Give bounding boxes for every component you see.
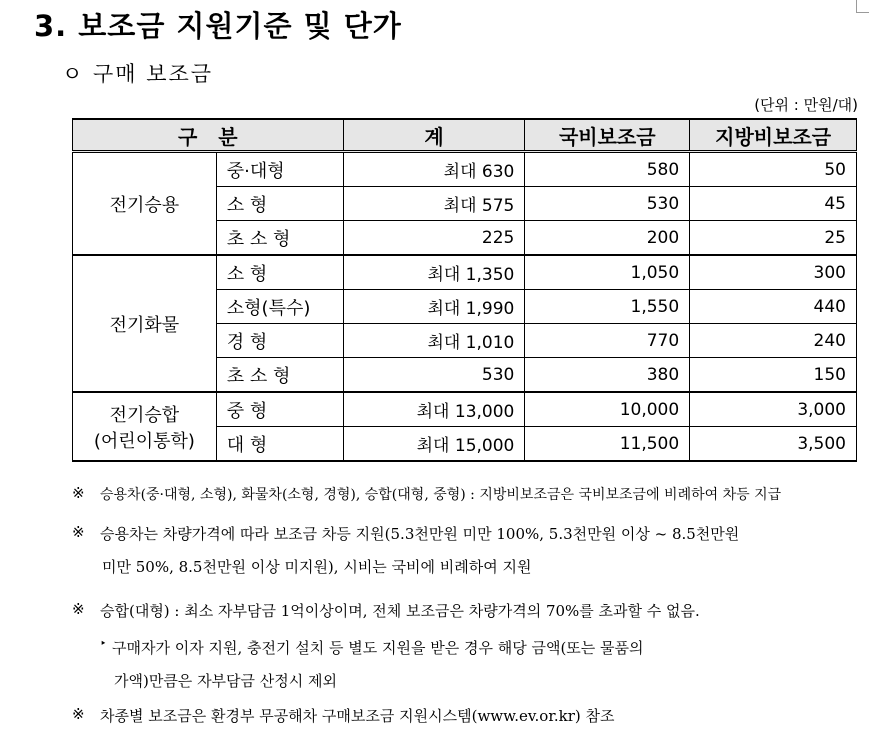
note-text: 승용차(중·대형, 소형), 화물차(소형, 경형), 승합(대형, 중형) : 지방비보조금은 국비보조금에 비례하여 차등 지급 <box>100 487 782 503</box>
note-text-continued: 가액)만큼은 자부담금 산정시 제외 <box>114 672 338 690</box>
triangle-bullet-icon: ‣ <box>100 637 107 650</box>
type-label: 소 형 <box>226 263 268 285</box>
type-cell <box>216 152 343 187</box>
national-cell: 10,000 <box>525 392 690 427</box>
local-cell: 150 <box>690 358 857 393</box>
table-row <box>73 152 857 187</box>
local-cell: 25 <box>690 221 857 256</box>
total-cell: 530 <box>343 358 525 393</box>
type-label: 소 형 <box>226 194 268 216</box>
header-national: 국비보조금 <box>525 119 690 152</box>
national-cell: 200 <box>525 221 690 256</box>
note-text: 차종별 보조금은 환경부 무공해차 구매보조금 지원시스템(www.ev.or.kr) 참조 <box>100 707 615 725</box>
type-cell <box>216 324 343 358</box>
subsidy-table <box>72 118 857 462</box>
local-cell: 300 <box>690 255 857 290</box>
note-text: 승합(대형) : 최소 자부담금 1억이상이며, 전체 보조금은 차량가격의 70%를 초과할 수 없음. <box>100 602 700 620</box>
note-text: 승용차는 차량가격에 따라 보조금 차등 지원(5.3천만원 미만 100%, 5.3천만원 이상 ~ 8.5천만원 <box>100 525 740 543</box>
type-cell <box>216 427 343 462</box>
total-cell: 최대 15,000 <box>343 427 525 462</box>
local-cell: 240 <box>690 324 857 358</box>
type-label: 초 소 형 <box>226 228 291 250</box>
table-row <box>73 255 857 290</box>
national-cell: 11,500 <box>525 427 690 462</box>
reference-mark-icon: ※ <box>72 600 85 618</box>
national-cell: 770 <box>525 324 690 358</box>
total-cell: 최대 1,350 <box>343 255 525 290</box>
category-cell <box>73 152 217 256</box>
local-cell: 50 <box>690 152 857 187</box>
type-label: 중 형 <box>226 400 268 422</box>
total-cell: 최대 1,010 <box>343 324 525 358</box>
note-text-continued: 미만 50%, 8.5천만원 이상 미지원), 시비는 국비에 비례하여 지원 <box>102 558 532 576</box>
national-cell: 1,050 <box>525 255 690 290</box>
total-cell: 최대 575 <box>343 187 525 221</box>
type-cell <box>216 221 343 256</box>
national-cell: 380 <box>525 358 690 393</box>
category-label: 전기승용 <box>109 194 180 216</box>
total-cell: 최대 630 <box>343 152 525 187</box>
local-cell: 440 <box>690 290 857 324</box>
type-cell <box>216 358 343 393</box>
unit-label: (단위 : 만원/대) <box>754 96 858 114</box>
section-subtitle: ㅇ 구매 보조금 <box>62 62 214 86</box>
category-cell <box>73 392 217 461</box>
header-total: 계 <box>343 119 525 152</box>
type-cell <box>216 187 343 221</box>
national-cell: 580 <box>525 152 690 187</box>
total-cell: 최대 1,990 <box>343 290 525 324</box>
type-cell <box>216 290 343 324</box>
type-label: 중·대형 <box>226 160 285 182</box>
local-cell: 45 <box>690 187 857 221</box>
category-sublabel: (어린이통학) <box>93 430 195 452</box>
total-cell: 225 <box>343 221 525 256</box>
header-category: 구 분 <box>73 119 344 152</box>
reference-mark-icon: ※ <box>72 484 85 502</box>
local-cell: 3,500 <box>690 427 857 462</box>
reference-mark-icon: ※ <box>72 523 85 541</box>
type-label: 경 형 <box>226 331 268 353</box>
header-local: 지방비보조금 <box>690 119 857 152</box>
type-cell <box>216 392 343 427</box>
reference-mark-icon: ※ <box>72 705 85 723</box>
national-cell: 1,550 <box>525 290 690 324</box>
page-corner-mark <box>856 0 869 13</box>
table-header-row <box>73 119 857 152</box>
total-cell: 최대 13,000 <box>343 392 525 427</box>
type-label: 대 형 <box>226 434 268 456</box>
note-text: 구매자가 이자 지원, 충전기 설치 등 별도 지원을 받은 경우 해당 금액(또는 물품의 <box>112 639 644 657</box>
type-cell <box>216 255 343 290</box>
category-label: 전기승합 <box>109 404 180 426</box>
table-row <box>73 392 857 427</box>
section-title: 3. 보조금 지원기준 및 단가 <box>34 9 402 43</box>
type-label: 소형(특수) <box>226 297 311 319</box>
category-label: 전기화물 <box>109 314 180 336</box>
category-cell <box>73 255 217 392</box>
local-cell: 3,000 <box>690 392 857 427</box>
national-cell: 530 <box>525 187 690 221</box>
type-label: 초 소 형 <box>226 365 291 387</box>
